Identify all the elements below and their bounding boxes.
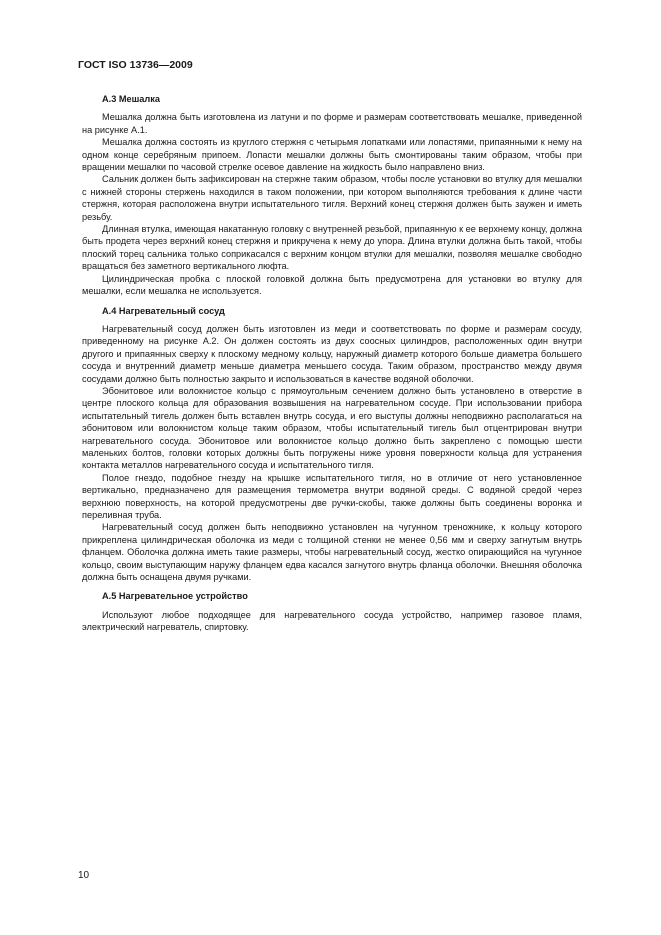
document-body bbox=[82, 93, 582, 641]
paragraph: Сальник должен быть зафиксирован на стержне таким образом, чтобы после установки во втулку для мешалки с нижней стороны стержень находился в таком положении, при котором выполняются требования к длине части стержня, которая расположена внутри испытательного тигля. Верхний конец стержня должен быть заужен и иметь резьбу. bbox=[82, 174, 582, 222]
document-header: ГОСТ ISO 13736—2009 bbox=[78, 59, 193, 71]
section-title: А.5 Нагревательное устройство bbox=[102, 591, 248, 602]
section-a5 bbox=[82, 590, 582, 633]
paragraph: Мешалка должна состоять из круглого стержня с четырьмя лопатками или лопастями, припаянными к нему на одном конце серебряным припоем. Лопасти мешалки должны быть смонтированы таким образом, чтобы при вращении мешалки по часовой стрелке осевое давление на жидкость было направлено вниз. bbox=[82, 137, 582, 173]
paragraph: Цилиндрическая пробка с плоской головкой должна быть предусмотрена для установки во втулку для мешалки, если мешалка не используется. bbox=[82, 273, 582, 297]
section-title: А.3 Мешалка bbox=[102, 94, 160, 104]
section-a3 bbox=[82, 93, 582, 298]
section-a4 bbox=[82, 305, 582, 584]
page-number: 10 bbox=[78, 870, 90, 881]
paragraph: Эбонитовое или волокнистое кольцо с прямоугольным сечением должно быть установлено в отверстие в центре плоского кольца для образования возвышения на нагревательном сосуде. При использовании прибора испытательный тигель должен быть вставлен внутрь сосуда, и его выступы должны неподвижно располагаться на эбонитовом или волокнистом кольце таким образом, чтобы испытательный тигель был отцентрирован внутри нагревательного сосуда. Эбонитовое или волокнистое кольцо должно быть закреплено с помощью шести маленьких болтов, головки которых должны быть погружены ниже уровня поверхности кольца для устранения контакта металлов нагревательного сосуда и испытательного тигля. bbox=[82, 385, 582, 471]
paragraph: Длинная втулка, имеющая накатанную головку с внутренней резьбой, припаянную к ее верхнему концу, должна быть продета через верхний конец стержня и прикручена к нему до упора. Длина втулки должна быть такой, чтобы плоский торец сальника только соприкасался с верхним концом втулки для мешалки, позволяя мешалке свободно вращаться без заметного вертикального люфта. bbox=[82, 224, 582, 272]
paragraph: Полое гнездо, подобное гнезду на крышке испытательного тигля, но в отличие от него установленное вертикально, предназначено для размещения термометра внутри водяной среды. С водяной средой через верхнюю поверхность, на которой предусмотрены две ручки-скобы, также должны быть соединены воронка и переливная труба. bbox=[82, 472, 582, 520]
paragraph: Мешалка должна быть изготовлена из латуни и по форме и размерам соответствовать мешалке, приведенной на рисунке А.1. bbox=[82, 112, 582, 135]
paragraph: Нагревательный сосуд должен быть изготовлен из меди и соответствовать по форме и размерам сосуду, приведенному на рисунке А.2. Он должен состоять из двух соосных цилиндров, расположенных один внутри другого и припаянных сверху к плоскому медному кольцу, наружный диаметр которого больше диаметра большего сосуда и внутренний диаметр меньше диаметра меньшего сосуда. Таким образом, пространство между двумя сосудами должно быть полностью закрыто и использоваться в качестве водяной оболочки. bbox=[82, 323, 582, 384]
paragraph: Нагревательный сосуд должен быть неподвижно установлен на чугунном треножнике, к кольцу которого прикреплена цилиндрическая оболочка из меди с толщиной стенки не менее 0,56 мм и сверху загнутым внутрь фланцем. Оболочка должна иметь такие размеры, чтобы нагревательный сосуд, жестко опирающийся на чугунное кольцо, своим выступающим наружу фланцем едва касался загнутого внутрь фланца оболочки. Внешняя оболочка должна быть оснащена двумя ручками. bbox=[82, 522, 582, 583]
paragraph: Используют любое подходящее для нагревательного сосуда устройство, например газовое пламя, электрический нагреватель, спиртовку. bbox=[82, 609, 582, 633]
section-title: А.4 Нагревательный сосуд bbox=[102, 305, 225, 316]
